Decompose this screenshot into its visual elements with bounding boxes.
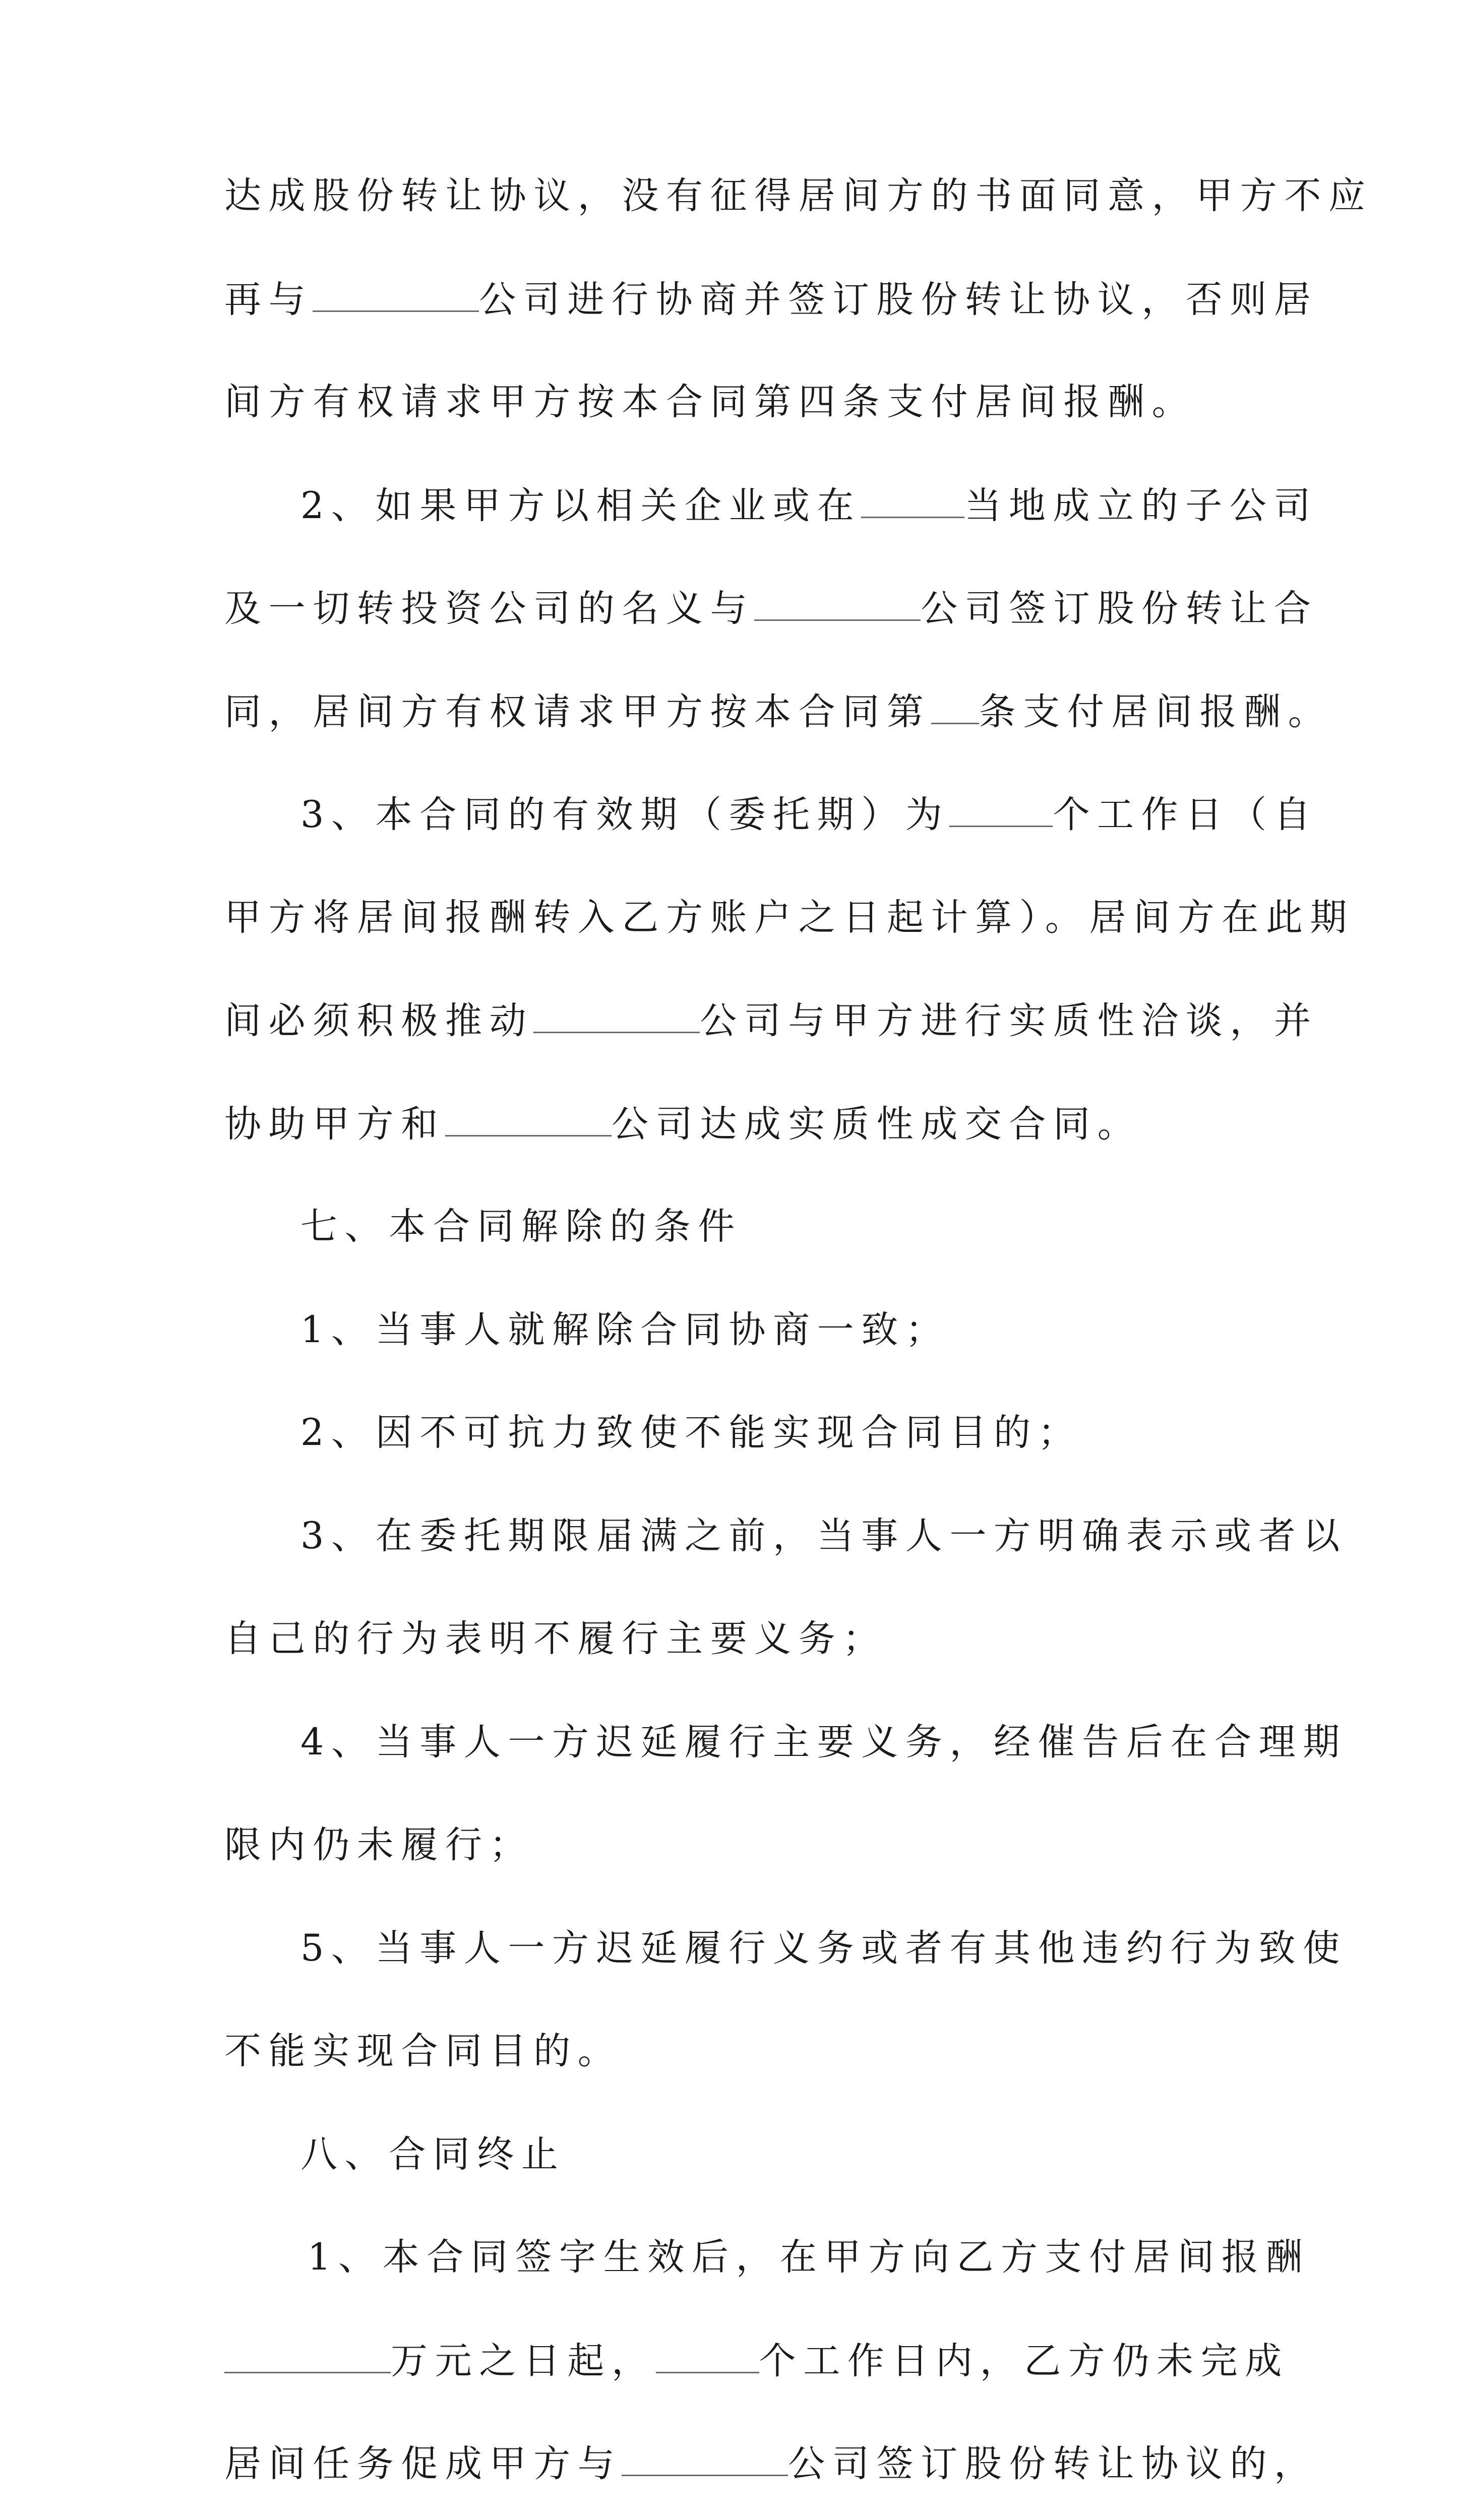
text-run: 1、当事人就解除合同协商一致； xyxy=(300,1308,950,1351)
text-run: 个工作日（自 xyxy=(1053,793,1318,836)
text-line xyxy=(224,2236,1310,2279)
fill-in-blank xyxy=(533,1003,700,1033)
section-heading xyxy=(224,2132,1248,2176)
text-line xyxy=(224,278,1318,321)
text-line xyxy=(224,174,1373,217)
text-line xyxy=(224,1308,1248,1351)
fill-in-blank xyxy=(861,488,964,518)
text-line xyxy=(224,793,1318,836)
text-line xyxy=(224,1411,1248,1454)
text-run: 5、当事人一方迟延履行义务或者有其他违约行为致使 xyxy=(300,1926,1347,1970)
text-run: 条支付居间报酬。 xyxy=(979,690,1332,733)
text-run: 达成股份转让协议，没有征得居间方的书面同意，甲方不应 xyxy=(224,174,1373,217)
text-line xyxy=(224,690,1332,733)
text-run: 间方有权请求甲方按本合同第四条支付居间报酬。 xyxy=(224,381,1196,423)
text-run: 2、如果甲方以相关企业或在 xyxy=(300,484,862,527)
text-run: 再与 xyxy=(224,278,313,321)
text-line xyxy=(224,999,1318,1042)
text-line xyxy=(224,381,1248,423)
fill-in-blank xyxy=(622,2446,788,2476)
fill-in-blank xyxy=(754,591,921,621)
contract-text xyxy=(224,174,1373,2520)
text-line xyxy=(224,484,1318,527)
text-run: 甲方将居间报酬转入乙方账户之日起计算）。居间方在此期 xyxy=(224,896,1355,939)
text-run: 公司达成实质性成交合同。 xyxy=(612,1102,1142,1146)
text-run: 当地成立的子公司 xyxy=(964,484,1318,527)
text-run: 自己的行为表明不履行主要义务； xyxy=(224,1617,887,1660)
text-run: 公司与甲方进行实质性洽谈，并 xyxy=(700,999,1318,1042)
text-run: 公司进行协商并签订股份转让协议，否则居 xyxy=(479,278,1318,321)
section-heading xyxy=(224,1205,1248,1248)
text-run: 同，居间方有权请求甲方按本合同第 xyxy=(224,690,931,733)
text-run: 公司签订股份转让合 xyxy=(921,587,1318,630)
text-line xyxy=(224,1514,1347,1557)
text-run: 及一切转投资公司的名义与 xyxy=(224,587,755,630)
text-line xyxy=(224,1720,1347,1763)
text-line xyxy=(224,2442,1318,2485)
text-run: 八、合同终止 xyxy=(300,2132,566,2176)
text-run: 不能实现合同目的。 xyxy=(224,2030,622,2072)
fill-in-blank xyxy=(931,695,979,724)
text-line xyxy=(224,2339,1289,2382)
text-line xyxy=(224,896,1355,939)
text-run: 七、本合同解除的条件 xyxy=(300,1205,742,1248)
text-run: 3、在委托期限届满之前，当事人一方明确表示或者以 xyxy=(300,1514,1347,1557)
text-run: 公司签订股份转让协议的， xyxy=(788,2442,1318,2485)
text-run: 协助甲方和 xyxy=(224,1102,445,1146)
text-line xyxy=(224,587,1318,630)
fill-in-blank xyxy=(445,1107,612,1137)
fill-in-blank xyxy=(313,282,479,312)
text-run: 限内仍未履行； xyxy=(224,1823,534,1866)
text-run: 间必须积极推动 xyxy=(224,999,534,1042)
text-line xyxy=(224,1617,1248,1660)
text-line xyxy=(224,1823,1248,1866)
text-run: 居间任务促成甲方与 xyxy=(224,2442,622,2485)
text-line xyxy=(224,1926,1347,1970)
fill-in-blank xyxy=(949,797,1053,827)
fill-in-blank xyxy=(224,2344,391,2373)
text-run: 万元之日起， xyxy=(391,2339,656,2382)
text-run: 4、当事人一方迟延履行主要义务，经催告后在合理期 xyxy=(300,1720,1347,1763)
text-run: 个工作日内，乙方仍未完成 xyxy=(759,2339,1289,2382)
text-run: 3、本合同的有效期（委托期）为 xyxy=(300,793,950,836)
text-line xyxy=(224,2030,1248,2072)
text-run: 2、因不可抗力致使不能实现合同目的； xyxy=(300,1411,1082,1454)
fill-in-blank xyxy=(656,2344,759,2373)
text-line xyxy=(224,1102,1248,1146)
text-run: 1、本合同签字生效后，在甲方向乙方支付居间报酬 xyxy=(308,2236,1310,2279)
